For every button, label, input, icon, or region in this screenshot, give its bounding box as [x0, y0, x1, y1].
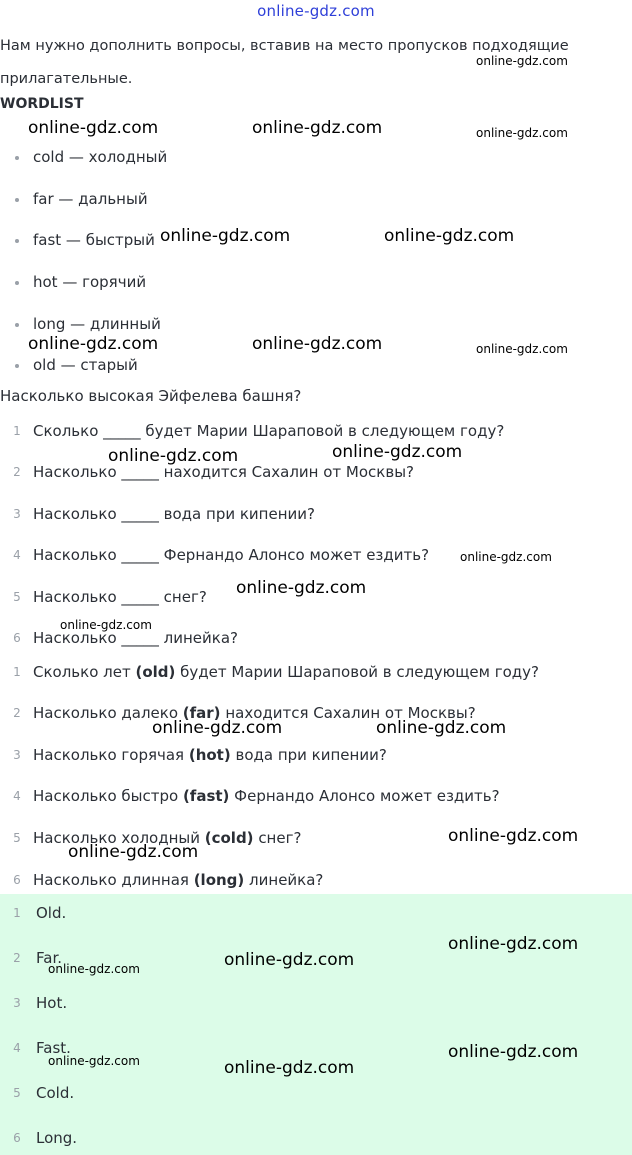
question-heading: Насколько высокая Эйфелева башня?	[0, 387, 302, 405]
bullet-icon	[15, 239, 19, 243]
watermark: online-gdz.com	[60, 618, 152, 632]
watermark: online-gdz.com	[236, 578, 367, 598]
watermark: online-gdz.com	[224, 1058, 355, 1078]
bullet-icon	[15, 198, 19, 202]
item-number: 4	[13, 548, 21, 562]
watermark: online-gdz.com	[448, 934, 579, 954]
item-number: 6	[13, 1131, 21, 1145]
watermark: online-gdz.com	[108, 446, 239, 466]
watermark: online-gdz.com	[448, 826, 579, 846]
watermark: online-gdz.com	[28, 334, 159, 354]
watermark: online-gdz.com	[48, 962, 140, 976]
item-number: 6	[13, 873, 21, 887]
watermark: online-gdz.com	[476, 54, 568, 68]
item-number: 3	[13, 996, 21, 1010]
item-number: 3	[13, 507, 21, 521]
item-number: 2	[13, 951, 21, 965]
site-logo[interactable]: online-gdz.com	[257, 2, 375, 20]
item-number: 1	[13, 424, 21, 438]
watermark: online-gdz.com	[332, 442, 463, 462]
item-number: 2	[13, 706, 21, 720]
watermark: online-gdz.com	[476, 342, 568, 356]
watermark: online-gdz.com	[160, 226, 291, 246]
wordlist-heading: WORDLIST	[0, 96, 84, 112]
item-number: 6	[13, 631, 21, 645]
item-number: 4	[13, 789, 21, 803]
item-number: 3	[13, 748, 21, 762]
watermark: online-gdz.com	[152, 718, 283, 738]
watermark: online-gdz.com	[224, 950, 355, 970]
intro-text: Нам нужно дополнить вопросы, вставив на место пропусков подходящие прилагательные.	[0, 38, 569, 87]
watermark: online-gdz.com	[476, 126, 568, 140]
item-number: 5	[13, 590, 21, 604]
watermark: online-gdz.com	[252, 118, 383, 138]
watermark: online-gdz.com	[448, 1042, 579, 1062]
bullet-icon	[15, 323, 19, 327]
watermark: online-gdz.com	[28, 118, 159, 138]
answer-box: 1 Old. 2 Far. 3 Hot. 4 Fast. 5 Cold. 6 Long.	[0, 894, 632, 1155]
watermark: online-gdz.com	[48, 1054, 140, 1068]
watermark: online-gdz.com	[252, 334, 383, 354]
watermark: online-gdz.com	[68, 842, 199, 862]
item-number: 5	[13, 1086, 21, 1100]
item-number: 1	[13, 665, 21, 679]
item-number: 4	[13, 1041, 21, 1055]
bullet-icon	[15, 364, 19, 368]
watermark: online-gdz.com	[460, 550, 552, 564]
item-number: 1	[13, 906, 21, 920]
item-number: 2	[13, 465, 21, 479]
bullet-icon	[15, 156, 19, 160]
watermark: online-gdz.com	[376, 718, 507, 738]
bullet-icon	[15, 281, 19, 285]
watermark: online-gdz.com	[384, 226, 515, 246]
item-number: 5	[13, 831, 21, 845]
